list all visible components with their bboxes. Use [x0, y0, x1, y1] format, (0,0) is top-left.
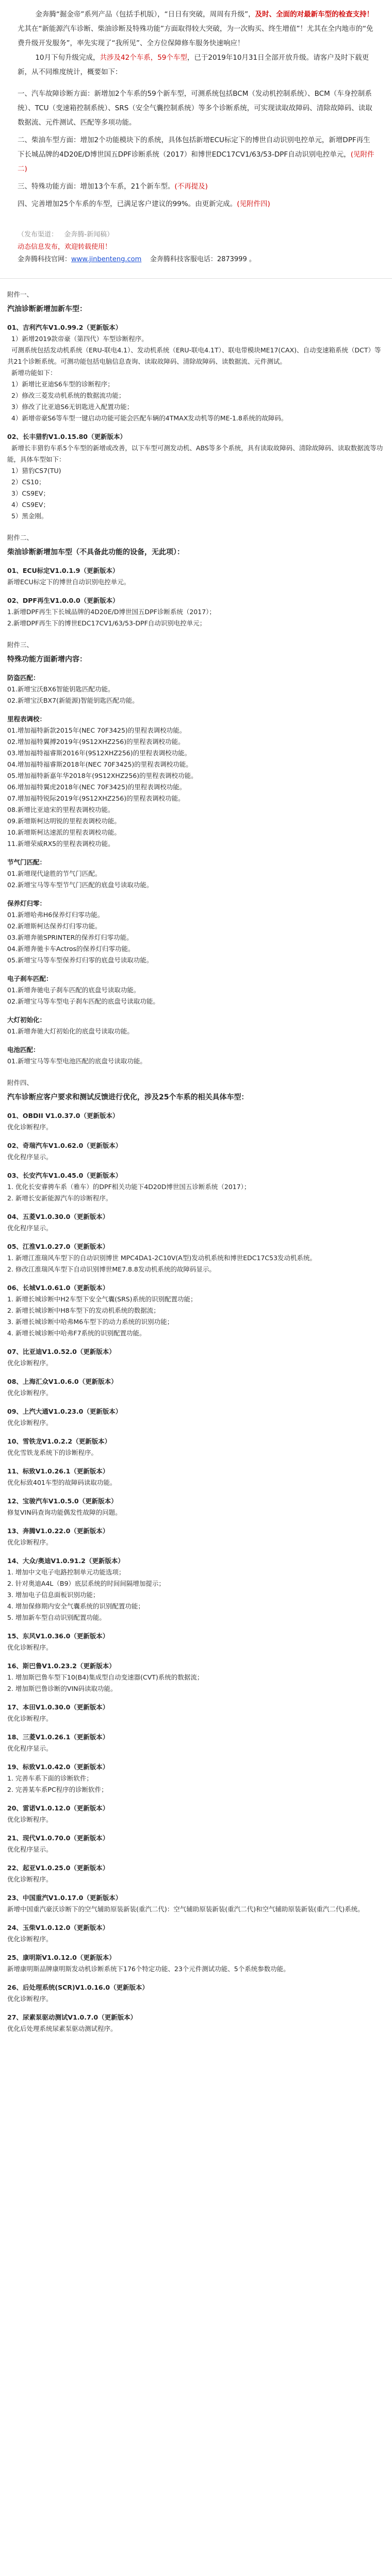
item-line: 01.新增哈弗H6保养灯归零功能。: [7, 911, 104, 919]
attachment-blocks: [7, 322, 385, 522]
item-line: 1.新增DPF再生下长城品牌的4D20E/D博世国五DPF诊断系统（2017）；: [7, 608, 216, 616]
item-title: 09、上汽大通V1.0.23.0（更新版本）: [7, 1408, 122, 1415]
intro-highlight: 共涉及42个车系，59个车型: [100, 54, 187, 62]
website-link[interactable]: www.jinbenteng.com: [71, 256, 142, 263]
item-block: [7, 431, 385, 522]
item-line: 优化程序显示。: [7, 1153, 53, 1161]
item-line: 02.新增宝马等车型节气门匹配的底盘号读取功能。: [7, 881, 153, 889]
item-title: 27、尿素泵驱动测试V1.0.7.0（更新版本）: [7, 2013, 137, 2021]
item-line: 可测系统包括发动机系统（ERU-联电4.1）、发动机系统（ERU-联电4.1T）、联电带模块ME17(CAX)、自动变速箱系统（DCT）等共21个诊断系统。可测功能包括电脑信息查询、读取故障码、清除故障码、读数据流、元件测试。: [7, 346, 381, 365]
item-line: 优化诊断程序。: [7, 1643, 53, 1651]
item-block: [7, 1014, 385, 1037]
item-block: [7, 1892, 385, 1915]
item-line: 优化诊断程序。: [7, 1538, 53, 1546]
item-title: 01、ECU标定V1.0.1.9（更新版本）: [7, 567, 119, 574]
item-block: [7, 1803, 385, 1825]
summary-item-1: [18, 87, 374, 130]
intro-text: ，已于2019年10月31日全部开放升级。请客户及时下载更新，从不同维度统计，概要如下：: [18, 54, 369, 76]
item-title: 20、雷诺V1.0.12.0（更新版本）: [7, 1804, 109, 1812]
item-block: [7, 1732, 385, 1754]
item-line: 01.新增宝沃BX6智能钥匙匹配功能。: [7, 685, 115, 693]
hotline-text: 金奔腾科技客服电话：2873999 。: [141, 256, 256, 263]
item-line: 优化程序显示。: [7, 1744, 53, 1752]
publish-info: [18, 224, 374, 271]
item-title: 10、雪铁龙V1.0.2.2（更新版本）: [7, 1437, 111, 1445]
item-title: 21、现代V1.0.70.0（更新版本）: [7, 1834, 109, 1842]
item-title: 13、奔腾V1.0.22.0（更新版本）: [7, 1527, 109, 1535]
item-line: 优化诊断程序。: [7, 1359, 53, 1367]
item-line: 1）新增比亚迪S6车型的诊断程序；: [7, 380, 114, 388]
item-line: 2. 修改江淮瑞风车型下自动识别博世ME7.8.8发动机系统的故障码显示。: [7, 1265, 216, 1273]
item-title: 15、东风V1.0.36.0（更新版本）: [7, 1632, 109, 1640]
item-title: 17、本田V1.0.30.0（更新版本）: [7, 1703, 109, 1711]
item-line: 10.新增斯柯达速派的里程表调校功能。: [7, 828, 121, 836]
summary-num: 三、: [18, 182, 31, 191]
item-line: 04.增加福特福睿斯2018年(NEC 70F3425)的里程表调校功能。: [7, 760, 192, 768]
item-title: 03、长安汽车V1.0.45.0（更新版本）: [7, 1172, 122, 1179]
item-title: 25、康明斯V1.0.12.0（更新版本）: [7, 1954, 116, 1961]
item-line: 5）黑金刚。: [7, 512, 48, 520]
contact-line: [18, 253, 374, 266]
item-title: 防盗匹配：: [7, 674, 40, 682]
attachment-title: 汽油诊断新增加新车型：: [7, 305, 87, 313]
item-title: 02、DPF再生V1.0.0.0（更新版本）: [7, 597, 119, 604]
item-block: [7, 1466, 385, 1488]
item-line: 1. 完善车系下面的诊断软件；: [7, 1774, 93, 1782]
item-line: 04.新增奔驰卡车Actros的保养灯归零功能。: [7, 945, 135, 953]
item-line: 优化诊断程序。: [7, 1419, 53, 1427]
attachment-4: [0, 1077, 392, 2035]
item-block: [7, 1211, 385, 1234]
item-block: [7, 1140, 385, 1163]
item-line: 优化诊断程序。: [7, 1816, 53, 1823]
summary-text: 完善增加25个车系的车型，已满足客户建议的99%。: [31, 200, 195, 208]
item-line: 优化程序显示。: [7, 1224, 53, 1232]
item-line: 2. 完善某车系PC程序的诊断软件；: [7, 1786, 108, 1793]
item-line: 2. 增加斯巴鲁诊断的VIN码读取功能。: [7, 1685, 117, 1692]
item-block: [7, 1702, 385, 1724]
item-line: 01.新增奔驰电子刹车匹配的底盘号读取功能。: [7, 986, 140, 994]
item-line: 3. 新增长城诊断中哈弗M6车型下的动力系统的识别功能；: [7, 1318, 174, 1326]
item-line: 09.新增斯柯达明锐的里程表调校功能。: [7, 817, 121, 825]
item-line: 01.增加福特新款2015年(NEC 70F3425)的里程表调校功能。: [7, 726, 186, 734]
item-line: 05.新增宝马等车型保养灯归零的底盘号读取功能。: [7, 956, 153, 964]
item-line: 4）新增帝豪S6等车型一键启动功能可能会匹配车辆的4TMAX发动机等的ME-1.8系统的故障码。: [7, 414, 288, 422]
attachment-heading: 附件二、: [7, 534, 34, 541]
item-block: [7, 1282, 385, 1339]
item-line: 优化诊断程序。: [7, 1123, 53, 1131]
summary-item-2: [18, 133, 374, 176]
item-block: [7, 973, 385, 1007]
publish-channel: （发布渠道： 金奔腾-新闻稿）: [18, 231, 114, 239]
summary-list: [0, 79, 392, 211]
item-title: 电子刹车匹配：: [7, 975, 53, 982]
item-line: 06.增加福特翼虎2018年(NEC 70F3425)的里程表调校功能。: [7, 783, 186, 791]
item-title: 06、长城V1.0.61.0（更新版本）: [7, 1284, 109, 1292]
item-line: 新增长丰猎豹车系5个车型的新增或改善，以下车型可测发动机、ABS等多个系统，具有读取故障码、清除故障码、读取数据流等功能，具体车型如下：: [7, 444, 383, 463]
item-line: 02.新增斯柯达保养灯归零功能。: [7, 922, 102, 930]
item-block: [7, 672, 385, 706]
item-title: 大灯初始化：: [7, 1016, 46, 1024]
summary-tag: (见附件四): [237, 200, 270, 208]
item-line: 03.增加福特福睿斯2016年(9S12XHZ256)的里程表调校功能。: [7, 749, 191, 757]
item-title: 04、五菱V1.0.30.0（更新版本）: [7, 1213, 109, 1221]
item-title: 12、宝骏汽车V1.0.5.0（更新版本）: [7, 1497, 118, 1505]
item-title: 14、大众/奥迪V1.0.91.2（更新版本）: [7, 1557, 124, 1565]
item-block: [7, 1110, 385, 1133]
item-line: 新增中国重汽豪沃诊断下的空气辅助原装新装(重汽二代)：空气辅助原装新装(重汽二代)和空气辅助原装新装(重汽二代)系统。: [7, 1905, 364, 1913]
item-line: 05.增加福特新嘉年华2018年(9S12XHZ256)的里程表调校功能。: [7, 772, 198, 779]
item-line: 1. 新增长城诊断中H2车型下安全气囊(SRS)系统的识别配置功能；: [7, 1295, 197, 1303]
item-block: [7, 714, 385, 850]
item-title: 18、三菱V1.0.26.1（更新版本）: [7, 1733, 109, 1741]
item-line: 11.新增荣威RX5的里程表调校功能。: [7, 840, 115, 848]
item-block: [7, 1496, 385, 1518]
item-line: 02.新增宝马等车型电子刹车匹配的底盘号读取功能。: [7, 997, 159, 1005]
item-line: 优化标致401车型的故障码读取功能。: [7, 1479, 117, 1486]
item-title: 02、奇瑞汽车V1.0.62.0（更新版本）: [7, 1142, 122, 1149]
intro-highlight: 及时、全面的对最新车型的检查支持！: [255, 10, 374, 19]
item-line: 4. 增加保修期内安全气囊系统的识别配置功能；: [7, 1602, 144, 1610]
attachment-3: [0, 639, 392, 1067]
item-line: 2.新增DPF再生下的博世EDC17CV1/63/53-DPF自动识别电控单元；: [7, 619, 206, 627]
summary-text: 柴油车型方面：增加2个功能模块下的系统，具体包括新增ECU标定下的博世自动识别电控单元，新增DPF再生下长城品牌的4D20E/D博世国五DPF诊断系统（2017）和博世EDC17CV1/63/53-DPF自动识别电控单元，: [18, 136, 370, 159]
item-block: [7, 1406, 385, 1429]
item-line: 2. 新增长城诊断中H8车型下的发动机系统的数据流；: [7, 1307, 160, 1314]
attachment-blocks: [7, 565, 385, 629]
item-block: [7, 1631, 385, 1653]
item-line: 优化诊断程序。: [7, 1935, 53, 1943]
attachment-blocks: [7, 1110, 385, 2035]
item-line: 2）CS10；: [7, 478, 45, 486]
item-title: 07、比亚迪V1.0.52.0（更新版本）: [7, 1348, 116, 1355]
intro-paragraph-1: [18, 7, 374, 50]
item-line: 新增康明斯品牌康明斯发动机诊断系统下176个特定功能、23个元件测试功能、5个系统参数功能。: [7, 1965, 290, 1973]
item-line: 修复VIN码查询功能偶发性故障的问题。: [7, 1509, 122, 1516]
attachment-2: [0, 532, 392, 629]
attachment-blocks: [7, 672, 385, 1067]
item-line: 01.新增宝马等车型电池匹配的底盘号读取功能。: [7, 1057, 146, 1065]
item-line: 1）新增2019款帝豪（第四代）车型诊断程序。: [7, 335, 148, 343]
item-block: [7, 1170, 385, 1204]
item-line: 02.新增宝沃BX7(新能源)智能钥匙匹配功能。: [7, 697, 139, 704]
intro-text: 尤其在“新能源汽车诊断、柴油诊断及特殊功能”方面取得较大突破，为一次购买、终生增值”！尤其在全内地市的“免费升级开发服务”，率先实现了“我所见”、全方位保障修车服务快速响应！: [18, 25, 373, 47]
item-line: 5. 增加新车型自动识别配置功能。: [7, 1614, 106, 1621]
item-title: 05、江淮V1.0.27.0（更新版本）: [7, 1243, 109, 1250]
item-line: 4. 新增长城诊断中哈弗F7系统的识别配置功能。: [7, 1329, 146, 1337]
summary-tag: (见附件二): [18, 150, 374, 173]
item-block: [7, 595, 385, 629]
item-block: [7, 1761, 385, 1795]
item-title: 节气门匹配：: [7, 858, 46, 866]
item-line: 1. 新增江淮瑞风车型下的自动识别博世 MPC4DA1-2C10V(A型)发动机系统和博世EDC17C53发动机系统。: [7, 1254, 317, 1262]
item-block: [7, 565, 385, 588]
item-line: 02.增加福特翼搏2019年(9S12XHZ256)的里程表调校功能。: [7, 738, 185, 745]
item-block: [7, 857, 385, 891]
attachment-title: 柴油诊断新增加车型（不具备此功能的设备，无此项）：: [7, 548, 184, 556]
item-block: [7, 1952, 385, 1975]
item-block: [7, 1660, 385, 1694]
item-line: 2）修改三菱发动机系统的数据流功能；: [7, 392, 125, 399]
item-title: 08、上海汇众V1.0.6.0（更新版本）: [7, 1378, 118, 1385]
item-block: [7, 1376, 385, 1399]
item-block: [7, 898, 385, 966]
item-title: 电池匹配：: [7, 1046, 40, 1054]
item-line: 优化诊断程序。: [7, 1715, 53, 1722]
item-line: 2. 针对奥迪A4L（B9）底层系统的时间间隔增加提示；: [7, 1580, 165, 1587]
attachment-title: 汽车诊断应客户要求和测试反馈进行优化，涉及25个车系的相关具体车型：: [7, 1093, 249, 1101]
item-line: 3）CS9EV；: [7, 489, 50, 497]
item-block: [7, 1526, 385, 1548]
item-block: [7, 1346, 385, 1369]
item-line: 优化雪铁龙系统下的诊断程序。: [7, 1449, 98, 1456]
item-block: [7, 1922, 385, 1945]
item-block: [7, 2012, 385, 2035]
summary-text: 由更新完成。: [195, 200, 237, 208]
summary-text: 特殊功能方面：增加13个车系，21个新车型。: [31, 182, 175, 191]
summary-num: 二、: [18, 136, 31, 144]
reprint-note: 动态信息发布，欢迎转载使用！: [18, 243, 112, 251]
item-title: 里程表调校：: [7, 715, 46, 723]
item-line: 2. 新增长安新能源汽车的诊断程序。: [7, 1194, 112, 1202]
item-line: 1. 优化长安睿骋车系（雅车）的DPF相关功能下4D20D博世国五诊断系统（2017）；: [7, 1183, 251, 1191]
item-line: 07.增加福特锐际2019年(9S12XHZ256)的里程表调校功能。: [7, 794, 185, 802]
item-line: 1. 增加中文电子电路控制单元功能选项；: [7, 1568, 125, 1576]
divider: [0, 278, 392, 279]
item-line: 新增功能如下：: [7, 369, 57, 377]
intro-text: 金奔腾“掘金帝”系列产品（包括手机版），“日日有突破，周周有升级”，: [18, 10, 255, 19]
summary-tag: (不再提及): [174, 182, 208, 191]
item-line: 03.新增奔驰SPRINTER的保养灯归零功能。: [7, 934, 133, 941]
item-line: 优化诊断程序。: [7, 1995, 53, 2003]
item-title: 26、后处理系统(SCR)V1.0.16.0（更新版本）: [7, 1984, 149, 1991]
summary-item-3: [18, 179, 374, 194]
summary-item-4: [18, 197, 374, 211]
item-line: 08.新增比亚迪宋的里程表调校功能。: [7, 806, 115, 814]
item-block: [7, 1833, 385, 1855]
item-title: 22、起亚V1.0.25.0（更新版本）: [7, 1864, 109, 1872]
item-line: 3. 增加电子信息面板识别功能；: [7, 1591, 100, 1599]
item-line: 优化程序显示。: [7, 1845, 53, 1853]
attachment-1: [0, 289, 392, 522]
item-block: [7, 322, 385, 424]
item-title: 11、标致V1.0.26.1（更新版本）: [7, 1467, 109, 1475]
item-title: 24、玉柴V1.0.12.0（更新版本）: [7, 1924, 109, 1931]
item-block: [7, 1436, 385, 1459]
item-line: 01.新增奔驰大灯初始化的底盘号读取功能。: [7, 1027, 134, 1035]
item-title: 01、OBDII V1.0.37.0（更新版本）: [7, 1112, 119, 1120]
item-block: [7, 1555, 385, 1623]
item-line: 1. 增加斯巴鲁车型下10(B4)集成型自动变速器(CVT)系统的数据流；: [7, 1673, 204, 1681]
intro-text: 10月下旬升级完成，: [18, 54, 100, 62]
intro-paragraph-2: [18, 50, 374, 79]
item-title: 01、吉利汽车V1.0.99.2（更新版本）: [7, 324, 122, 331]
item-title: 02、长丰猎豹V1.0.15.80（更新版本）: [7, 433, 127, 440]
item-line: 4）CS9EV；: [7, 501, 50, 509]
attachment-heading: 附件三、: [7, 641, 34, 649]
attachment-heading: 附件一、: [7, 291, 34, 298]
item-line: 01.新增现代途胜的节气门匹配。: [7, 870, 102, 877]
intro-section: [0, 0, 392, 79]
summary-num: 四、: [18, 200, 31, 208]
attachment-heading: 附件四、: [7, 1079, 34, 1087]
item-title: 16、斯巴鲁V1.0.23.2（更新版本）: [7, 1662, 116, 1670]
item-line: 1）猎豹CS7(TU): [7, 467, 61, 474]
website-label: 金奔腾科技官网：: [18, 256, 72, 263]
item-line: 3）修改了比亚迪S6无钥匙进入配置功能；: [7, 403, 134, 411]
item-block: [7, 1862, 385, 1885]
item-block: [7, 1044, 385, 1067]
item-line: 新增ECU标定下的博世自动识别电控单元。: [7, 578, 130, 586]
item-title: 19、标致V1.0.42.0（更新版本）: [7, 1763, 109, 1771]
item-title: 保养灯归零：: [7, 900, 46, 907]
item-block: [7, 1241, 385, 1275]
item-line: 优化诊断程序。: [7, 1875, 53, 1883]
summary-text: 汽车故障诊断方面：新增加2个车系的59个新车型，可测系统包括BCM（发动机控制系统）、BCM（车身控制系统）、TCU（变速箱控制系统）、SRS（安全气囊控制系统）等多个诊断系统，可实现读取故障码、清除故障码、读取数据流、元件测试、匹配等多项功能。: [18, 90, 372, 127]
item-block: [7, 1982, 385, 2005]
summary-num: 一、: [18, 90, 31, 98]
item-line: 优化诊断程序。: [7, 1389, 53, 1397]
item-title: 23、中国重汽V1.0.17.0（更新版本）: [7, 1894, 122, 1902]
item-line: 优化后处理系统尿素泵驱动测试程序。: [7, 2025, 117, 2032]
attachment-title: 特殊功能方面新增内容：: [7, 655, 87, 664]
